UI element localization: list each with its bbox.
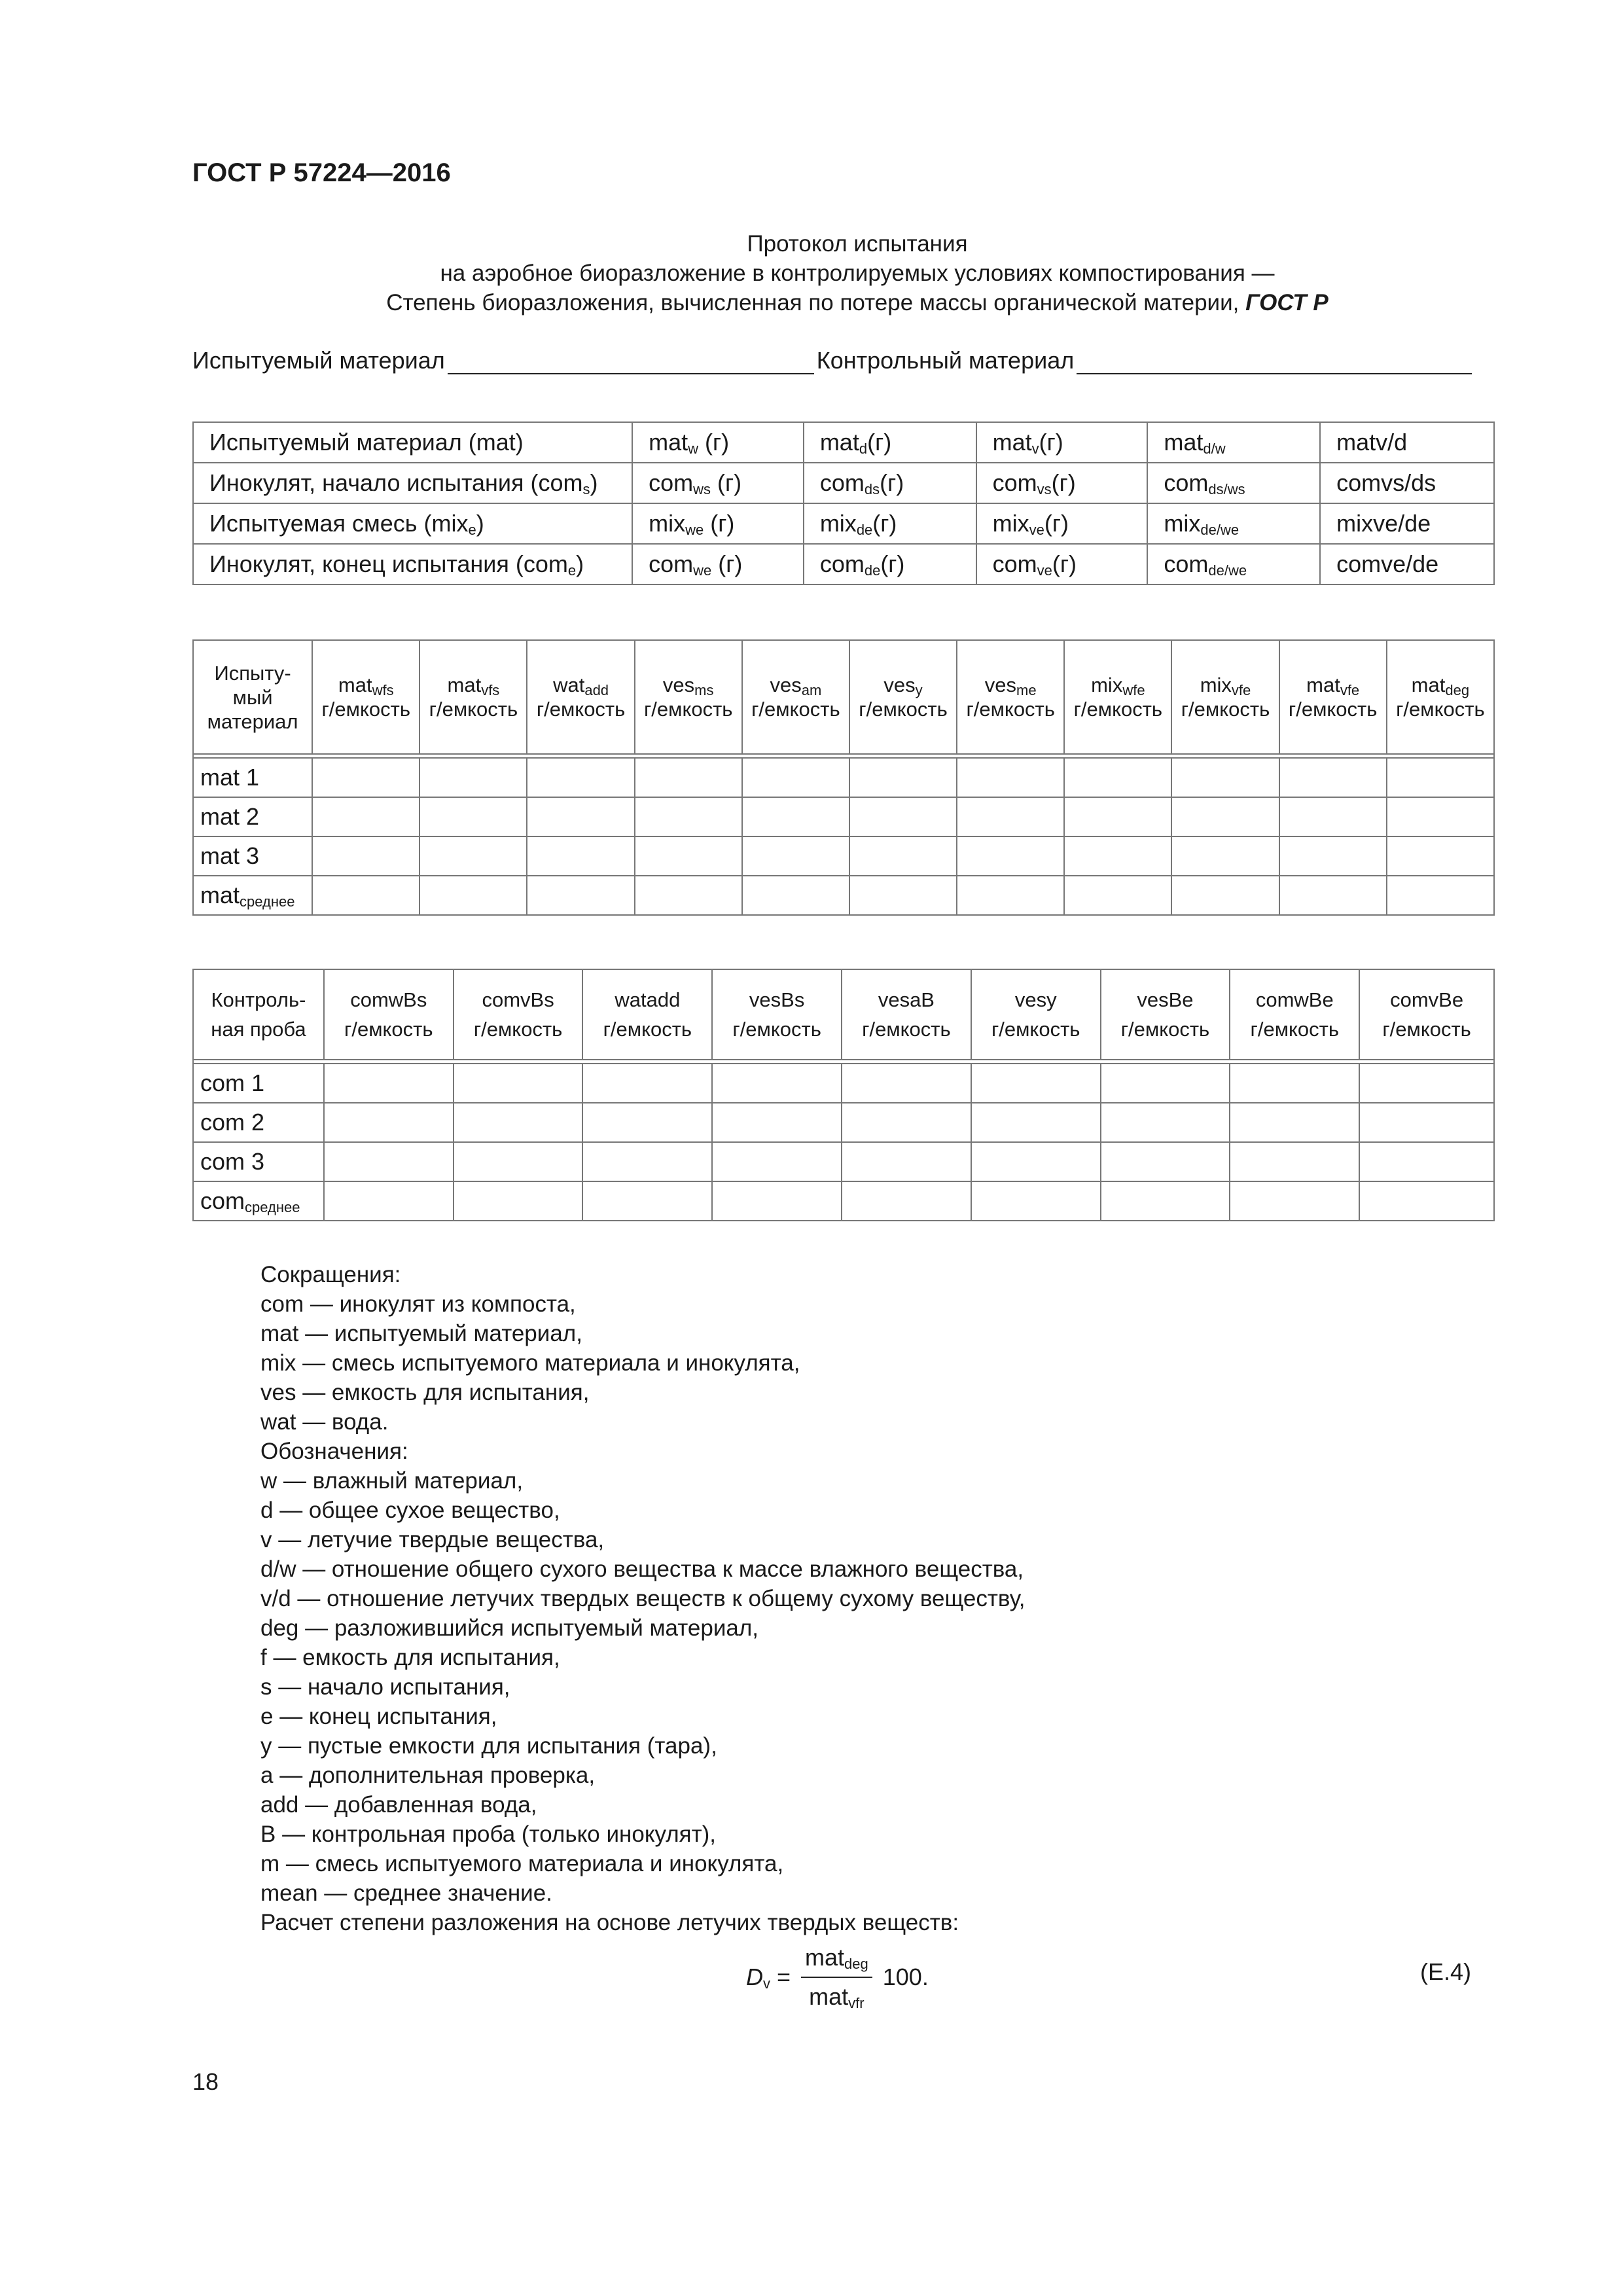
formula-lhs: $D_v$ bbox=[746, 1964, 770, 1992]
table-header-row bbox=[193, 640, 1494, 754]
data-cell[interactable] bbox=[324, 1142, 454, 1181]
table-header-cell: vesBe г/емкость bbox=[1101, 969, 1230, 1060]
parameters-table bbox=[192, 422, 1495, 585]
table-cell: Инокулят, начало испытания (com$_s$) bbox=[193, 463, 632, 503]
data-cell[interactable] bbox=[1064, 876, 1171, 915]
data-cell[interactable] bbox=[1279, 876, 1387, 915]
page-number: 18 bbox=[192, 2068, 219, 2095]
standard-code: ГОСТ Р 57224—2016 bbox=[192, 158, 451, 187]
note-line: mat — испытуемый материал, bbox=[260, 1321, 582, 1346]
data-cell[interactable] bbox=[1064, 797, 1171, 836]
table-header-cell: comwBs г/емкость bbox=[324, 969, 454, 1060]
table-cell: mat$_{d/w}$ bbox=[1147, 422, 1320, 463]
data-cell[interactable] bbox=[957, 836, 1064, 876]
data-cell[interactable] bbox=[712, 1181, 842, 1221]
row-label: com 2 bbox=[193, 1103, 324, 1142]
table-row bbox=[193, 758, 1494, 797]
data-cell[interactable] bbox=[527, 876, 634, 915]
data-cell[interactable] bbox=[1359, 1103, 1494, 1142]
protocol-title-line1: Протокол испытания bbox=[747, 231, 968, 257]
table-row-mean bbox=[193, 876, 1494, 915]
table-header-cell: ves$_y$ г/емкость bbox=[849, 640, 957, 754]
row-label: mat 3 bbox=[193, 836, 312, 876]
note-line: ves — емкость для испытания, bbox=[260, 1380, 590, 1405]
data-cell[interactable] bbox=[842, 1064, 971, 1103]
note-line: s — начало испытания, bbox=[260, 1674, 510, 1700]
data-cell[interactable] bbox=[1171, 758, 1279, 797]
data-cell[interactable] bbox=[1101, 1142, 1230, 1181]
table-cell: mat$_d$(г) bbox=[804, 422, 976, 463]
table-header-cell: vesaB г/емкость bbox=[842, 969, 971, 1060]
table-header-row bbox=[193, 969, 1494, 1060]
data-cell[interactable] bbox=[419, 758, 527, 797]
table-header-cell: mat$_{vfe}$ г/емкость bbox=[1279, 640, 1387, 754]
data-cell[interactable] bbox=[849, 797, 957, 836]
table-header-cell: ves$_{am}$ г/емкость bbox=[742, 640, 849, 754]
data-cell[interactable] bbox=[419, 836, 527, 876]
table-cell: com$_{ws}$ (г) bbox=[632, 463, 804, 503]
data-cell[interactable] bbox=[312, 836, 419, 876]
data-cell[interactable] bbox=[712, 1064, 842, 1103]
data-cell[interactable] bbox=[971, 1103, 1101, 1142]
table-row bbox=[193, 1103, 1494, 1142]
table-header-cell: ves$_{me}$ г/емкость bbox=[957, 640, 1064, 754]
data-cell[interactable] bbox=[635, 758, 742, 797]
data-cell[interactable] bbox=[527, 836, 634, 876]
row-label: mat 1 bbox=[193, 758, 312, 797]
note-line: Обозначения: bbox=[260, 1439, 408, 1464]
test-material-field[interactable] bbox=[448, 350, 814, 374]
table-cell: com$_{ve}$(г) bbox=[976, 544, 1148, 584]
protocol-title-line2: на аэробное биоразложение в контролируемых условиях компостирования — bbox=[440, 260, 1275, 286]
data-cell[interactable] bbox=[454, 1181, 583, 1221]
data-cell[interactable] bbox=[957, 876, 1064, 915]
table-row bbox=[193, 503, 1494, 544]
data-cell[interactable] bbox=[1230, 1064, 1359, 1103]
table-header-cell: mat$_{vfs}$ г/емкость bbox=[419, 640, 527, 754]
data-cell[interactable] bbox=[842, 1142, 971, 1181]
table-cell: comvs/ds bbox=[1320, 463, 1494, 503]
data-cell[interactable] bbox=[454, 1064, 583, 1103]
note-line: y — пустые емкости для испытания (тара), bbox=[260, 1733, 717, 1759]
data-cell[interactable] bbox=[1101, 1181, 1230, 1221]
note-line: B — контрольная проба (только инокулят), bbox=[260, 1821, 717, 1847]
table-row bbox=[193, 544, 1494, 584]
table-cell: com$_{ds}$(г) bbox=[804, 463, 976, 503]
data-cell[interactable] bbox=[312, 876, 419, 915]
row-label: mat 2 bbox=[193, 797, 312, 836]
note-line: mean — среднее значение. bbox=[260, 1880, 552, 1906]
formula-fraction bbox=[801, 1944, 872, 2011]
data-cell[interactable] bbox=[582, 1142, 712, 1181]
table-header-cell: wat$_{add}$ г/емкость bbox=[527, 640, 634, 754]
data-cell[interactable] bbox=[419, 797, 527, 836]
note-line: Сокращения: bbox=[260, 1262, 401, 1287]
data-cell[interactable] bbox=[527, 797, 634, 836]
data-cell[interactable] bbox=[742, 876, 849, 915]
data-cell[interactable] bbox=[582, 1103, 712, 1142]
data-cell[interactable] bbox=[971, 1064, 1101, 1103]
note-line: a — дополнительная проверка, bbox=[260, 1763, 596, 1788]
table-cell: com$_{vs}$(г) bbox=[976, 463, 1148, 503]
note-line: com — инокулят из компоста, bbox=[260, 1291, 576, 1317]
note-line: Расчет степени разложения на основе летучих твердых веществ: bbox=[260, 1910, 959, 1935]
data-cell[interactable] bbox=[1279, 797, 1387, 836]
data-cell[interactable] bbox=[742, 758, 849, 797]
row-label: mat$_{среднее}$ bbox=[193, 876, 312, 915]
table-cell: mat$_w$ (г) bbox=[632, 422, 804, 463]
table-row-mean bbox=[193, 1181, 1494, 1221]
data-cell[interactable] bbox=[1279, 758, 1387, 797]
table-cell: mix$_{we}$ (г) bbox=[632, 503, 804, 544]
data-cell[interactable] bbox=[312, 758, 419, 797]
table-header-cell: Контроль- ная проба bbox=[193, 969, 324, 1060]
data-cell[interactable] bbox=[527, 758, 634, 797]
table-row bbox=[193, 797, 1494, 836]
data-cell[interactable] bbox=[635, 797, 742, 836]
note-line: deg — разложившийся испытуемый материал, bbox=[260, 1615, 758, 1641]
note-line: e — конец испытания, bbox=[260, 1704, 497, 1729]
protocol-title-line3-text: Степень биоразложения, вычисленная по потере массы органической материи, bbox=[386, 290, 1240, 315]
table-header-cell: vesBs г/емкость bbox=[712, 969, 842, 1060]
control-material-label: Контрольный материал bbox=[816, 347, 1075, 374]
table-row bbox=[193, 422, 1494, 463]
data-cell[interactable] bbox=[1230, 1181, 1359, 1221]
data-cell[interactable] bbox=[1279, 836, 1387, 876]
data-cell[interactable] bbox=[582, 1181, 712, 1221]
data-cell[interactable] bbox=[1101, 1103, 1230, 1142]
formula-factor: 100. bbox=[882, 1964, 929, 1990]
table-cell: mix$_{ve}$(г) bbox=[976, 503, 1148, 544]
formula-denominator: mat$_{vfr}$ bbox=[809, 1983, 865, 2011]
data-cell[interactable] bbox=[957, 758, 1064, 797]
row-label: com 1 bbox=[193, 1064, 324, 1103]
data-cell[interactable] bbox=[324, 1103, 454, 1142]
data-cell[interactable] bbox=[1064, 758, 1171, 797]
data-cell[interactable] bbox=[1359, 1142, 1494, 1181]
data-cell[interactable] bbox=[842, 1181, 971, 1221]
protocol-title-standard: ГОСТ Р bbox=[1245, 290, 1329, 315]
table-header-cell: mat$_{deg}$ г/емкость bbox=[1387, 640, 1494, 754]
control-sample-table bbox=[192, 969, 1495, 1221]
test-material-label: Испытуемый материал bbox=[192, 347, 445, 374]
equation-number: (E.4) bbox=[1420, 1958, 1472, 1985]
data-cell[interactable] bbox=[454, 1142, 583, 1181]
data-cell[interactable] bbox=[742, 797, 849, 836]
table-header-cell: comvBs г/емкость bbox=[454, 969, 583, 1060]
data-cell[interactable] bbox=[1171, 836, 1279, 876]
table-cell: matv/d bbox=[1320, 422, 1494, 463]
data-cell[interactable] bbox=[849, 836, 957, 876]
table-header-cell: watadd г/емкость bbox=[582, 969, 712, 1060]
table-row bbox=[193, 1142, 1494, 1181]
data-cell[interactable] bbox=[712, 1142, 842, 1181]
table-row bbox=[193, 836, 1494, 876]
row-label: com$_{среднее}$ bbox=[193, 1181, 324, 1221]
table-header-cell: mat$_{wfs}$ г/емкость bbox=[312, 640, 419, 754]
table-header-cell: mix$_{wfe}$ г/емкость bbox=[1064, 640, 1171, 754]
data-cell[interactable] bbox=[742, 836, 849, 876]
note-line: wat — вода. bbox=[260, 1409, 389, 1435]
table-cell: com$_{de/we}$ bbox=[1147, 544, 1320, 584]
materials-line bbox=[192, 347, 1495, 374]
data-cell[interactable] bbox=[1387, 758, 1494, 797]
data-cell[interactable] bbox=[635, 876, 742, 915]
data-cell[interactable] bbox=[849, 758, 957, 797]
table-cell: mix$_{de/we}$ bbox=[1147, 503, 1320, 544]
data-cell[interactable] bbox=[1359, 1064, 1494, 1103]
data-cell[interactable] bbox=[1387, 797, 1494, 836]
formula-e4 bbox=[746, 1944, 929, 2011]
data-cell[interactable] bbox=[582, 1064, 712, 1103]
data-cell[interactable] bbox=[1387, 876, 1494, 915]
note-line: f — емкость для испытания, bbox=[260, 1645, 560, 1670]
data-cell[interactable] bbox=[1171, 797, 1279, 836]
table-cell: com$_{we}$ (г) bbox=[632, 544, 804, 584]
table-cell: Инокулят, конец испытания (com$_e$) bbox=[193, 544, 632, 584]
data-cell[interactable] bbox=[1064, 836, 1171, 876]
control-material-field[interactable] bbox=[1077, 350, 1472, 374]
data-cell[interactable] bbox=[1171, 876, 1279, 915]
note-line: d/w — отношение общего сухого вещества к массе влажного вещества, bbox=[260, 1556, 1024, 1582]
table-cell: comve/de bbox=[1320, 544, 1494, 584]
protocol-title-line3 bbox=[0, 288, 1623, 317]
table-cell: mat$_v$(г) bbox=[976, 422, 1148, 463]
test-material-table bbox=[192, 639, 1495, 916]
table-cell: com$_{ds/ws}$ bbox=[1147, 463, 1320, 503]
note-line: v — летучие твердые вещества, bbox=[260, 1527, 605, 1552]
data-cell[interactable] bbox=[957, 797, 1064, 836]
data-cell[interactable] bbox=[712, 1103, 842, 1142]
data-cell[interactable] bbox=[1230, 1103, 1359, 1142]
note-line: w — влажный материал, bbox=[260, 1468, 524, 1494]
data-cell[interactable] bbox=[971, 1181, 1101, 1221]
table-row bbox=[193, 463, 1494, 503]
note-line: d — общее сухое вещество, bbox=[260, 1498, 560, 1523]
data-cell[interactable] bbox=[324, 1181, 454, 1221]
data-cell[interactable] bbox=[419, 876, 527, 915]
table-header-cell: ves$_{ms}$ г/емкость bbox=[635, 640, 742, 754]
table-header-cell: mix$_{vfe}$ г/емкость bbox=[1171, 640, 1279, 754]
data-cell[interactable] bbox=[1230, 1142, 1359, 1181]
data-cell[interactable] bbox=[1387, 836, 1494, 876]
note-line: add — добавленная вода, bbox=[260, 1792, 537, 1818]
formula-equals: = bbox=[777, 1964, 791, 1990]
data-cell[interactable] bbox=[635, 836, 742, 876]
notes-block bbox=[260, 1260, 1025, 1937]
data-cell[interactable] bbox=[849, 876, 957, 915]
data-cell[interactable] bbox=[312, 797, 419, 836]
table-cell: mix$_{de}$(г) bbox=[804, 503, 976, 544]
table-header-cell: Испыту- мый материал bbox=[193, 640, 312, 754]
data-cell[interactable] bbox=[1359, 1181, 1494, 1221]
data-cell[interactable] bbox=[1101, 1064, 1230, 1103]
table-cell: Испытуемый материал (mat) bbox=[193, 422, 632, 463]
data-cell[interactable] bbox=[842, 1103, 971, 1142]
note-line: mix — смесь испытуемого материала и инокулята, bbox=[260, 1350, 800, 1376]
data-cell[interactable] bbox=[971, 1142, 1101, 1181]
table-cell: mixve/de bbox=[1320, 503, 1494, 544]
table-cell: com$_{de}$(г) bbox=[804, 544, 976, 584]
table-row bbox=[193, 1064, 1494, 1103]
table-cell: Испытуемая смесь (mix$_e$) bbox=[193, 503, 632, 544]
table-header-cell: vesy г/емкость bbox=[971, 969, 1101, 1060]
note-line: m — смесь испытуемого материала и инокулята, bbox=[260, 1851, 784, 1876]
data-cell[interactable] bbox=[324, 1064, 454, 1103]
row-label: com 3 bbox=[193, 1142, 324, 1181]
table-header-cell: comvBe г/емкость bbox=[1359, 969, 1494, 1060]
formula-numerator: mat$_{deg}$ bbox=[801, 1944, 872, 1978]
data-cell[interactable] bbox=[454, 1103, 583, 1142]
table-header-cell: comwBe г/емкость bbox=[1230, 969, 1359, 1060]
note-line: v/d — отношение летучих твердых веществ к общему сухому веществу, bbox=[260, 1586, 1026, 1611]
